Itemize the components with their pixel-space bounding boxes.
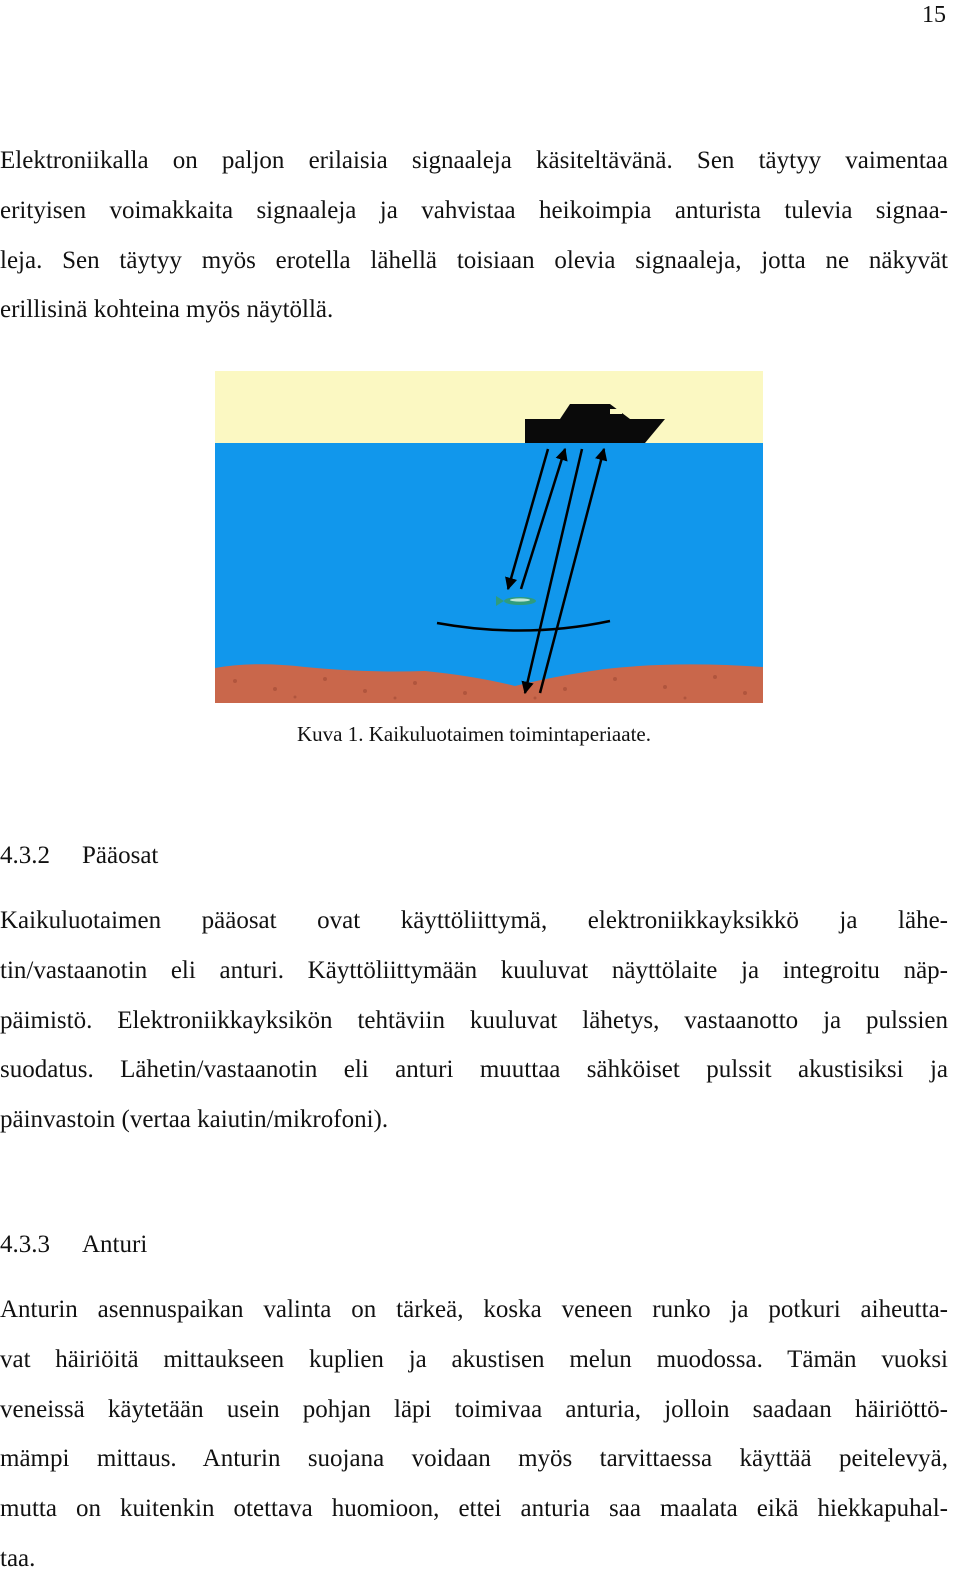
- paragraph-line: erillisinä kohteina myös näytöllä.: [0, 296, 334, 324]
- paragraph-line: leja. Sen täytyy myös erotella lähellä toisiaan olevia signaaleja, jotta ne näkyvät: [0, 246, 948, 274]
- section-heading: [0, 1231, 147, 1259]
- section-heading: [0, 842, 158, 870]
- figure-caption: Kuva 1. Kaikuluotaimen toimintaperiaate.: [297, 722, 651, 746]
- paragraph-line: erityisen voimakkaita signaaleja ja vahvistaa heikoimpia anturista tulevia signaa-: [0, 196, 948, 224]
- echo-sounder-illustration: [215, 371, 763, 703]
- paragraph-line: mämpi mittaus. Anturin suojana voidaan myös tarvittaessa käyttää peitelevyä,: [0, 1445, 948, 1473]
- intro-paragraph: [0, 136, 948, 335]
- section-number: 4.3.2: [0, 842, 50, 869]
- paragraph-line: Kaikuluotaimen pääosat ovat käyttöliittymä, elektroniikkayksikkö ja lähe-: [0, 907, 948, 934]
- paragraph-line: päinvastoin (vertaa kaiutin/mikrofoni).: [0, 1106, 389, 1134]
- page-number: 15: [922, 2, 946, 28]
- paragraph-line: Elektroniikalla on paljon erilaisia signaaleja käsiteltävänä. Sen täytyy vaimentaa: [0, 147, 948, 174]
- section-paragraph: [0, 896, 948, 1145]
- paragraph-line: suodatus. Lähetin/vastaanotin eli anturi muuttaa sähköiset pulssit akustisiksi ja: [0, 1056, 948, 1084]
- paragraph-line: mutta on kuitenkin otettava huomioon, ettei anturia saa maalata eikä hiekkapuhal-: [0, 1495, 948, 1523]
- paragraph-line: vat häiriöitä mittaukseen kuplien ja akustisen melun muodossa. Tämän vuoksi: [0, 1345, 948, 1373]
- section-paragraph: [0, 1285, 948, 1584]
- paragraph-line: päimistö. Elektroniikkayksikön tehtäviin kuuluvat lähetys, vastaanotto ja pulssien: [0, 1006, 948, 1034]
- section-title: Pääosat: [82, 842, 159, 869]
- sky: [215, 371, 763, 443]
- section-number: 4.3.3: [0, 1231, 50, 1258]
- paragraph-line: tin/vastaanotin eli anturi. Käyttöliittymään kuuluvat näyttölaite ja integroitu näp-: [0, 956, 948, 984]
- section-title: Anturi: [82, 1231, 148, 1258]
- paragraph-line: Anturin asennuspaikan valinta on tärkeä, koska veneen runko ja potkuri aiheutta-: [0, 1296, 948, 1323]
- paragraph-line: taa.: [0, 1544, 36, 1572]
- paragraph-line: veneissä käytetään usein pohjan läpi toimivaa anturia, jolloin saadaan häiriöttö-: [0, 1395, 948, 1423]
- water: [215, 443, 763, 703]
